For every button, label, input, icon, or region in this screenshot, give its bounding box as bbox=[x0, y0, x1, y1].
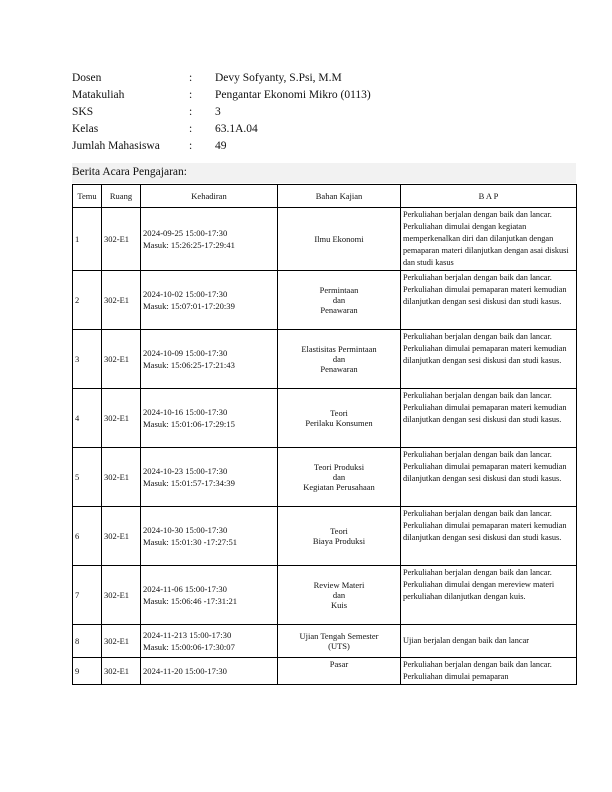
cell-temu: 1 bbox=[73, 208, 102, 271]
kehadiran-jadwal: 2024-11-06 15:00-17:30 bbox=[143, 584, 227, 594]
cell-temu: 6 bbox=[73, 507, 102, 566]
info-value: Pengantar Ekonomi Mikro (0113) bbox=[215, 89, 371, 101]
info-row bbox=[72, 87, 371, 104]
kehadiran-masuk: Masuk: 15:26:25-17:29:41 bbox=[143, 240, 235, 250]
header-kehadiran: Kehadiran bbox=[141, 185, 278, 208]
info-row bbox=[72, 138, 371, 155]
header-bahan-kajian: Bahan Kajian bbox=[278, 185, 401, 208]
cell-kehadiran bbox=[141, 625, 278, 658]
course-info bbox=[72, 70, 371, 155]
cell-kehadiran bbox=[141, 566, 278, 625]
bahan-line: Review Materi bbox=[313, 580, 365, 590]
cell-ruang: 302-E1 bbox=[102, 507, 141, 566]
cell-bap: Ujian berjalan dengan baik dan lancar bbox=[401, 625, 577, 658]
cell-bap: Perkuliahan berjalan dengan baik dan lancar. Perkuliahan dimulai dengan kegiatan memperkenalkan diri dan dilanjutkan dengan pemaparan materi dilanjutkan dengan asai diskusi dan studi kasus bbox=[401, 208, 577, 271]
kehadiran-jadwal: 2024-10-23 15:00-17:30 bbox=[143, 466, 228, 476]
table-row bbox=[73, 507, 577, 566]
cell-kehadiran bbox=[141, 507, 278, 566]
cell-temu: 8 bbox=[73, 625, 102, 658]
info-colon: : bbox=[189, 106, 193, 118]
cell-kehadiran bbox=[141, 208, 278, 271]
bahan-line: Permintaan bbox=[319, 285, 359, 295]
table-row bbox=[73, 625, 577, 658]
kehadiran-jadwal: 2024-10-09 15:00-17:30 bbox=[143, 348, 228, 358]
info-row bbox=[72, 121, 371, 138]
cell-bap: Perkuliahan berjalan dengan baik dan lancar. Perkuliahan dimulai pemaparan materi kemudian dilanjutkan dengan sesi diskusi dan studi kasus. bbox=[401, 330, 577, 389]
kehadiran-masuk: Masuk: 15:01:06-17:29:15 bbox=[143, 419, 235, 429]
bahan-line: Perilaku Konsumen bbox=[305, 418, 373, 428]
cell-ruang: 302-E1 bbox=[102, 658, 141, 685]
cell-ruang: 302-E1 bbox=[102, 625, 141, 658]
cell-bahan-kajian bbox=[278, 271, 401, 330]
kehadiran-masuk: Masuk: 15:01:30 -17:27:51 bbox=[143, 537, 238, 547]
cell-kehadiran bbox=[141, 271, 278, 330]
bahan-line: Teori bbox=[330, 526, 348, 536]
kehadiran-jadwal: 2024-11-20 15:00-17:30 bbox=[143, 666, 227, 676]
cell-bap: Perkuliahan berjalan dengan baik dan lancar. Perkuliahan dimulai pemaparan bbox=[401, 658, 577, 685]
info-value: 3 bbox=[215, 106, 221, 118]
bap-table bbox=[72, 184, 577, 685]
cell-bap: Perkuliahan berjalan dengan baik dan lancar. Perkuliahan dimulai pemaparan materi kemudian dilanjutkan dengan sesi diskusi dan studi kasus. bbox=[401, 507, 577, 566]
info-colon: : bbox=[189, 140, 193, 152]
bahan-line: dan bbox=[332, 472, 346, 482]
cell-temu: 2 bbox=[73, 271, 102, 330]
cell-temu: 4 bbox=[73, 389, 102, 448]
header-ruang: Ruang bbox=[102, 185, 141, 208]
cell-bap: Perkuliahan berjalan dengan baik dan lancar. Perkuliahan dimulai pemaparan materi kemudian dilanjutkan dengan sesi diskusi dan studi kasus. bbox=[401, 389, 577, 448]
kehadiran-masuk: Masuk: 15:06:46 -17:31:21 bbox=[143, 596, 238, 606]
info-colon: : bbox=[189, 89, 193, 101]
bahan-line: Kuis bbox=[330, 600, 348, 610]
bahan-line: Biaya Produksi bbox=[312, 536, 366, 546]
cell-kehadiran bbox=[141, 330, 278, 389]
table-row bbox=[73, 448, 577, 507]
cell-bahan-kajian bbox=[278, 448, 401, 507]
bahan-line: Penawaran bbox=[320, 305, 358, 315]
info-colon: : bbox=[189, 123, 193, 135]
cell-bahan-kajian bbox=[278, 658, 401, 685]
table-row bbox=[73, 658, 577, 685]
info-label: Jumlah Mahasiswa bbox=[72, 140, 160, 152]
kehadiran-masuk: Masuk: 15:01:57-17:34:39 bbox=[143, 478, 235, 488]
info-colon: : bbox=[189, 72, 193, 84]
kehadiran-jadwal: 2024-11-213 15:00-17:30 bbox=[143, 630, 232, 640]
kehadiran-jadwal: 2024-10-16 15:00-17:30 bbox=[143, 407, 228, 417]
cell-ruang: 302-E1 bbox=[102, 389, 141, 448]
cell-bahan-kajian bbox=[278, 566, 401, 625]
cell-temu: 7 bbox=[73, 566, 102, 625]
cell-ruang: 302-E1 bbox=[102, 566, 141, 625]
bahan-line: Pasar bbox=[329, 659, 349, 669]
cell-kehadiran bbox=[141, 658, 278, 685]
cell-bap: Perkuliahan berjalan dengan baik dan lancar. Perkuliahan dimulai pemaparan materi kemudian dilanjutkan dengan sesi diskusi dan studi kasus. bbox=[401, 448, 577, 507]
bahan-line: Kegiatan Perusahaan bbox=[303, 482, 375, 492]
cell-bap: Perkuliahan berjalan dengan baik dan lancar. Perkuliahan dimulai pemaparan materi kemudian dilanjutkan dengan sesi diskusi dan studi kasus. bbox=[401, 271, 577, 330]
info-label: SKS bbox=[72, 106, 94, 118]
cell-temu: 9 bbox=[73, 658, 102, 685]
table-header-row bbox=[73, 185, 577, 208]
bahan-line: Elastisitas Permintaan bbox=[301, 344, 377, 354]
kehadiran-jadwal: 2024-10-30 15:00-17:30 bbox=[143, 525, 228, 535]
cell-kehadiran bbox=[141, 448, 278, 507]
info-label: Dosen bbox=[72, 72, 102, 84]
cell-kehadiran bbox=[141, 389, 278, 448]
table-row bbox=[73, 208, 577, 271]
bahan-line: dan bbox=[332, 295, 346, 305]
cell-temu: 5 bbox=[73, 448, 102, 507]
bahan-line: Teori bbox=[330, 408, 348, 418]
table-body bbox=[73, 208, 577, 685]
cell-ruang: 302-E1 bbox=[102, 448, 141, 507]
info-value: Devy Sofyanty, S.Psi, M.M bbox=[215, 72, 342, 84]
header-bap: B A P bbox=[401, 185, 577, 208]
cell-ruang: 302-E1 bbox=[102, 271, 141, 330]
table-row bbox=[73, 271, 577, 330]
bahan-line: Ujian Tengah Semester bbox=[299, 631, 379, 641]
info-row bbox=[72, 70, 371, 87]
info-row bbox=[72, 104, 371, 121]
section-title: Berita Acara Pengajaran: bbox=[72, 166, 187, 178]
kehadiran-masuk: Masuk: 15:00:06-17:30:07 bbox=[143, 642, 235, 652]
cell-bahan-kajian bbox=[278, 625, 401, 658]
bahan-line: Ilmu Ekonomi bbox=[314, 234, 364, 244]
kehadiran-masuk: Masuk: 15:07:01-17:20:39 bbox=[143, 301, 235, 311]
kehadiran-jadwal: 2024-09-25 15:00-17:30 bbox=[143, 228, 228, 238]
info-label: Kelas bbox=[72, 123, 99, 135]
bahan-line: Penawaran bbox=[320, 364, 358, 374]
info-value: 63.1A.04 bbox=[215, 123, 258, 135]
cell-bahan-kajian bbox=[278, 389, 401, 448]
table-row bbox=[73, 389, 577, 448]
cell-ruang: 302-E1 bbox=[102, 330, 141, 389]
bahan-line: dan bbox=[332, 590, 346, 600]
kehadiran-masuk: Masuk: 15:06:25-17:21:43 bbox=[143, 360, 235, 370]
bahan-line: (UTS) bbox=[328, 641, 350, 651]
info-value: 49 bbox=[215, 140, 227, 152]
table-row bbox=[73, 330, 577, 389]
kehadiran-jadwal: 2024-10-02 15:00-17:30 bbox=[143, 289, 228, 299]
bap-table-wrap bbox=[72, 184, 577, 685]
cell-temu: 3 bbox=[73, 330, 102, 389]
cell-bahan-kajian bbox=[278, 507, 401, 566]
info-label: Matakuliah bbox=[72, 89, 125, 101]
cell-bahan-kajian bbox=[278, 208, 401, 271]
bahan-line: Teori Produksi bbox=[313, 462, 365, 472]
cell-bahan-kajian bbox=[278, 330, 401, 389]
table-row bbox=[73, 566, 577, 625]
header-temu: Temu bbox=[73, 185, 102, 208]
bahan-line: dan bbox=[332, 354, 346, 364]
cell-bap: Perkuliahan berjalan dengan baik dan lancar. Perkuliahan dimulai dengan mereview materi perkuliahan dilanjutkan dengan kuis. bbox=[401, 566, 577, 625]
cell-ruang: 302-E1 bbox=[102, 208, 141, 271]
